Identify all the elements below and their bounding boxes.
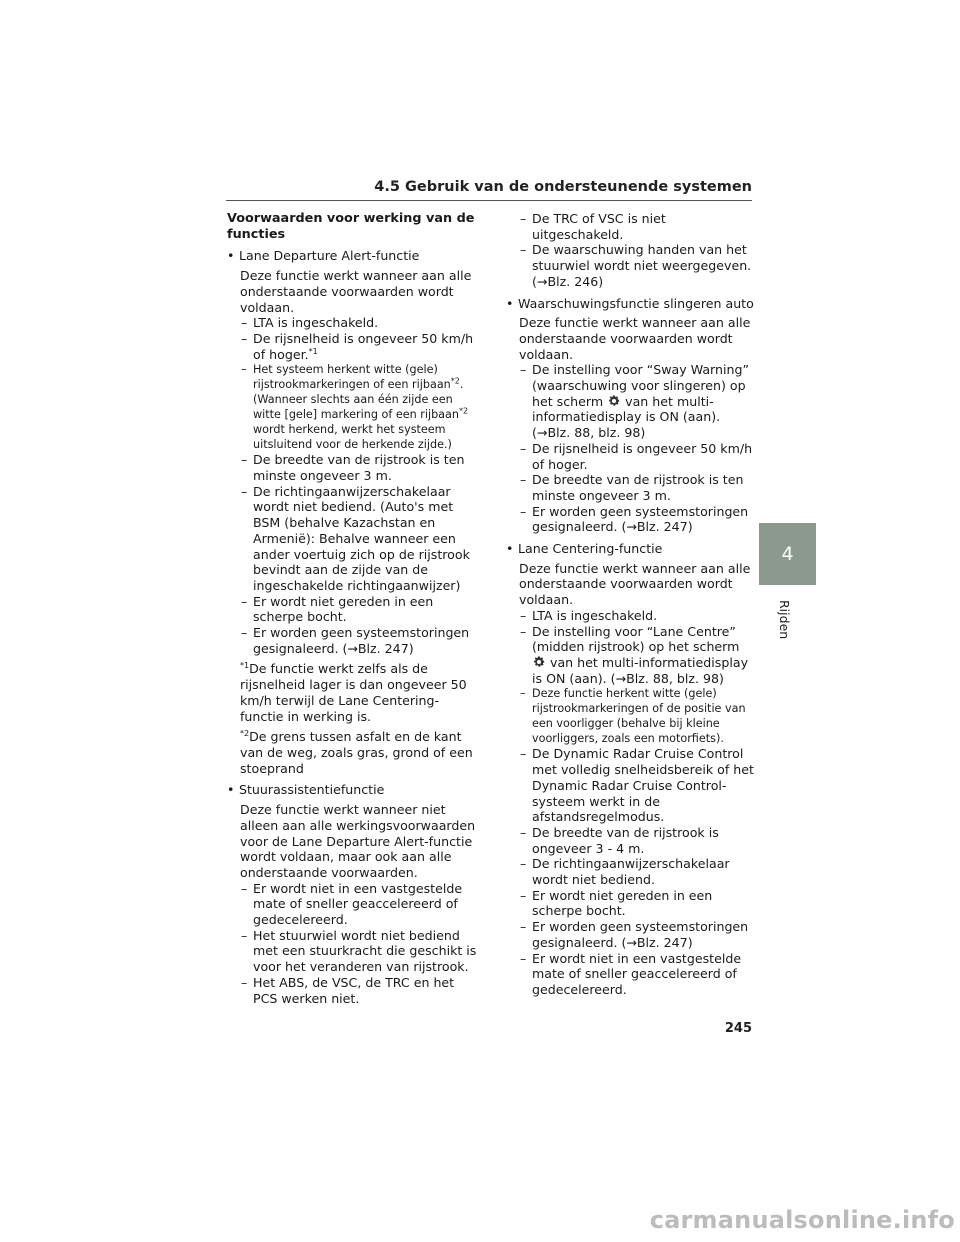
- conditions-heading: Voorwaarden voor werking van de functies: [227, 211, 475, 242]
- watermark: carmanualsonline.info: [649, 1206, 955, 1234]
- lc-condition: – Deze functie herkent witte (gele) rijstrookmarkeringen of de positie van een voorligger (behalve bij kleine voorliggers, zoals een motorfiets).: [520, 687, 746, 746]
- lc-intro: Deze functie werkt wanneer aan alle onderstaande voorwaarden wordt voldaan.: [519, 560, 751, 608]
- steer-title: • Stuurassistentiefunctie: [227, 782, 477, 798]
- footnote-2: $^{*2}$De grens tussen asfalt en de kant van de weg, zoals gras, grond of een stoeprand: [240, 729, 473, 776]
- lda-title: • Lane Departure Alert-functie: [227, 248, 477, 264]
- lc-condition: – De Dynamic Radar Cruise Control met volledig snelheidsbereik of het Dynamic Radar Cruise Control-systeem werkt in de afstandsregelmodus.: [520, 746, 754, 825]
- lc-condition: – De richtingaanwijzerschakelaar wordt niet bediend.: [520, 856, 730, 888]
- chapter-label: Rijden: [777, 600, 792, 640]
- chapter-tab: 4: [759, 523, 816, 585]
- lc-title: • Lane Centering-functie: [506, 541, 756, 557]
- lc-condition: – Er wordt niet in een vastgestelde mate of sneller geaccelereerd of gedecelereerd.: [520, 950, 742, 997]
- gear-icon: [607, 394, 621, 408]
- sway-condition: – De rijsnelheid is ongeveer 50 km/h of hoger.: [520, 440, 753, 472]
- lc-condition: – De breedte van de rijstrook is ongeveer 3 - 4 m.: [520, 824, 719, 856]
- section-header: 4.5 Gebruik van de ondersteunende systemen: [226, 178, 752, 201]
- lda-condition: – Het systeem herkent witte (gele) rijstrookmarkeringen of een rijbaan$^{*2}$. (Wanneer slechts aan één zijde een witte [gele] markering of een rijbaan$^{*2}$ wordt herkend, werkt het systeem uitsluitend voor de herkende zijde.): [241, 363, 469, 452]
- sway-condition: – De instelling voor “Sway Warning” (waarschuwing voor slingeren) op het scherm van het multi-informatiedisplay is ON (aan). (→Blz. 88, blz. 98): [520, 362, 749, 441]
- sway-intro: Deze functie werkt wanneer aan alle onderstaande voorwaarden wordt voldaan.: [519, 315, 751, 362]
- lda-condition: – Er worden geen systeemstoringen gesignaleerd. (→Blz. 247): [241, 625, 470, 656]
- lda-condition: – De richtingaanwijzerschakelaar wordt niet bediend. (Auto's met BSM (behalve Kazachstan en Armenië): Behalve wanneer een ander voertuig zich op de rijstrook bevindt aan de zijde van de ingeschakelde richtingaanwijzer): [241, 483, 470, 593]
- steer-condition: – Het stuurwiel wordt niet bediend met een stuurkracht die geschikt is voor het veranderen van rijstrook.: [241, 927, 477, 975]
- gear-icon: [532, 655, 546, 669]
- lda-condition: – De rijsnelheid is ongeveer 50 km/h of hoger.$^{*1}$: [241, 330, 474, 362]
- page-number: 245: [724, 1021, 752, 1036]
- steer-condition: – Er wordt niet in een vastgestelde mate of sneller geaccelereerd of gedecelereerd.: [241, 880, 463, 928]
- lda-condition: – De breedte van de rijstrook is ten minste ongeveer 3 m.: [241, 452, 465, 484]
- lc-condition: – Er worden geen systeemstoringen gesignaleerd. (→Blz. 247): [520, 919, 749, 950]
- left-column: [227, 211, 477, 1006]
- lda-intro: Deze functie werkt wanneer aan alle onderstaande voorwaarden wordt voldaan.: [240, 268, 472, 315]
- lc-condition: – Er wordt niet gereden in een scherpe bocht.: [520, 887, 713, 919]
- footnote-1: $^{*1}$De functie werkt zelfs als de rijsnelheid lager is dan ongeveer 50 km/h terwijl de Lane Centering-functie in werking is.: [240, 661, 467, 724]
- lda-condition: – Er wordt niet gereden in een scherpe bocht.: [241, 593, 434, 625]
- sway-condition: – Er worden geen systeemstoringen gesignaleerd. (→Blz. 247): [520, 503, 749, 535]
- right-column: [506, 211, 756, 998]
- lc-condition: – De instelling voor “Lane Centre” (midden rijstrook) op het scherm van het multi-informatiedisplay is ON (aan). (→Blz. 88, blz. 98): [520, 623, 749, 686]
- steer-intro: Deze functie werkt wanneer niet alleen aan alle werkingsvoorwaarden voor de Lane Departure Alert-functie wordt voldaan, maar ook aan alle onderstaande voorwaarden.: [240, 802, 476, 880]
- sway-title: • Waarschuwingsfunctie slingeren auto: [506, 296, 756, 312]
- sway-condition: – De breedte van de rijstrook is ten minste ongeveer 3 m.: [520, 472, 744, 503]
- steer-condition: – De waarschuwing handen van het stuurwiel wordt niet weergegeven. (→Blz. 246): [520, 242, 752, 289]
- steer-condition: – De TRC of VSC is niet uitgeschakeld.: [520, 211, 666, 242]
- steer-condition: – Het ABS, de VSC, de TRC en het PCS werken niet.: [241, 974, 455, 1006]
- lda-condition: – LTA is ingeschakeld.: [241, 315, 379, 331]
- lc-condition: – LTA is ingeschakeld.: [520, 607, 658, 623]
